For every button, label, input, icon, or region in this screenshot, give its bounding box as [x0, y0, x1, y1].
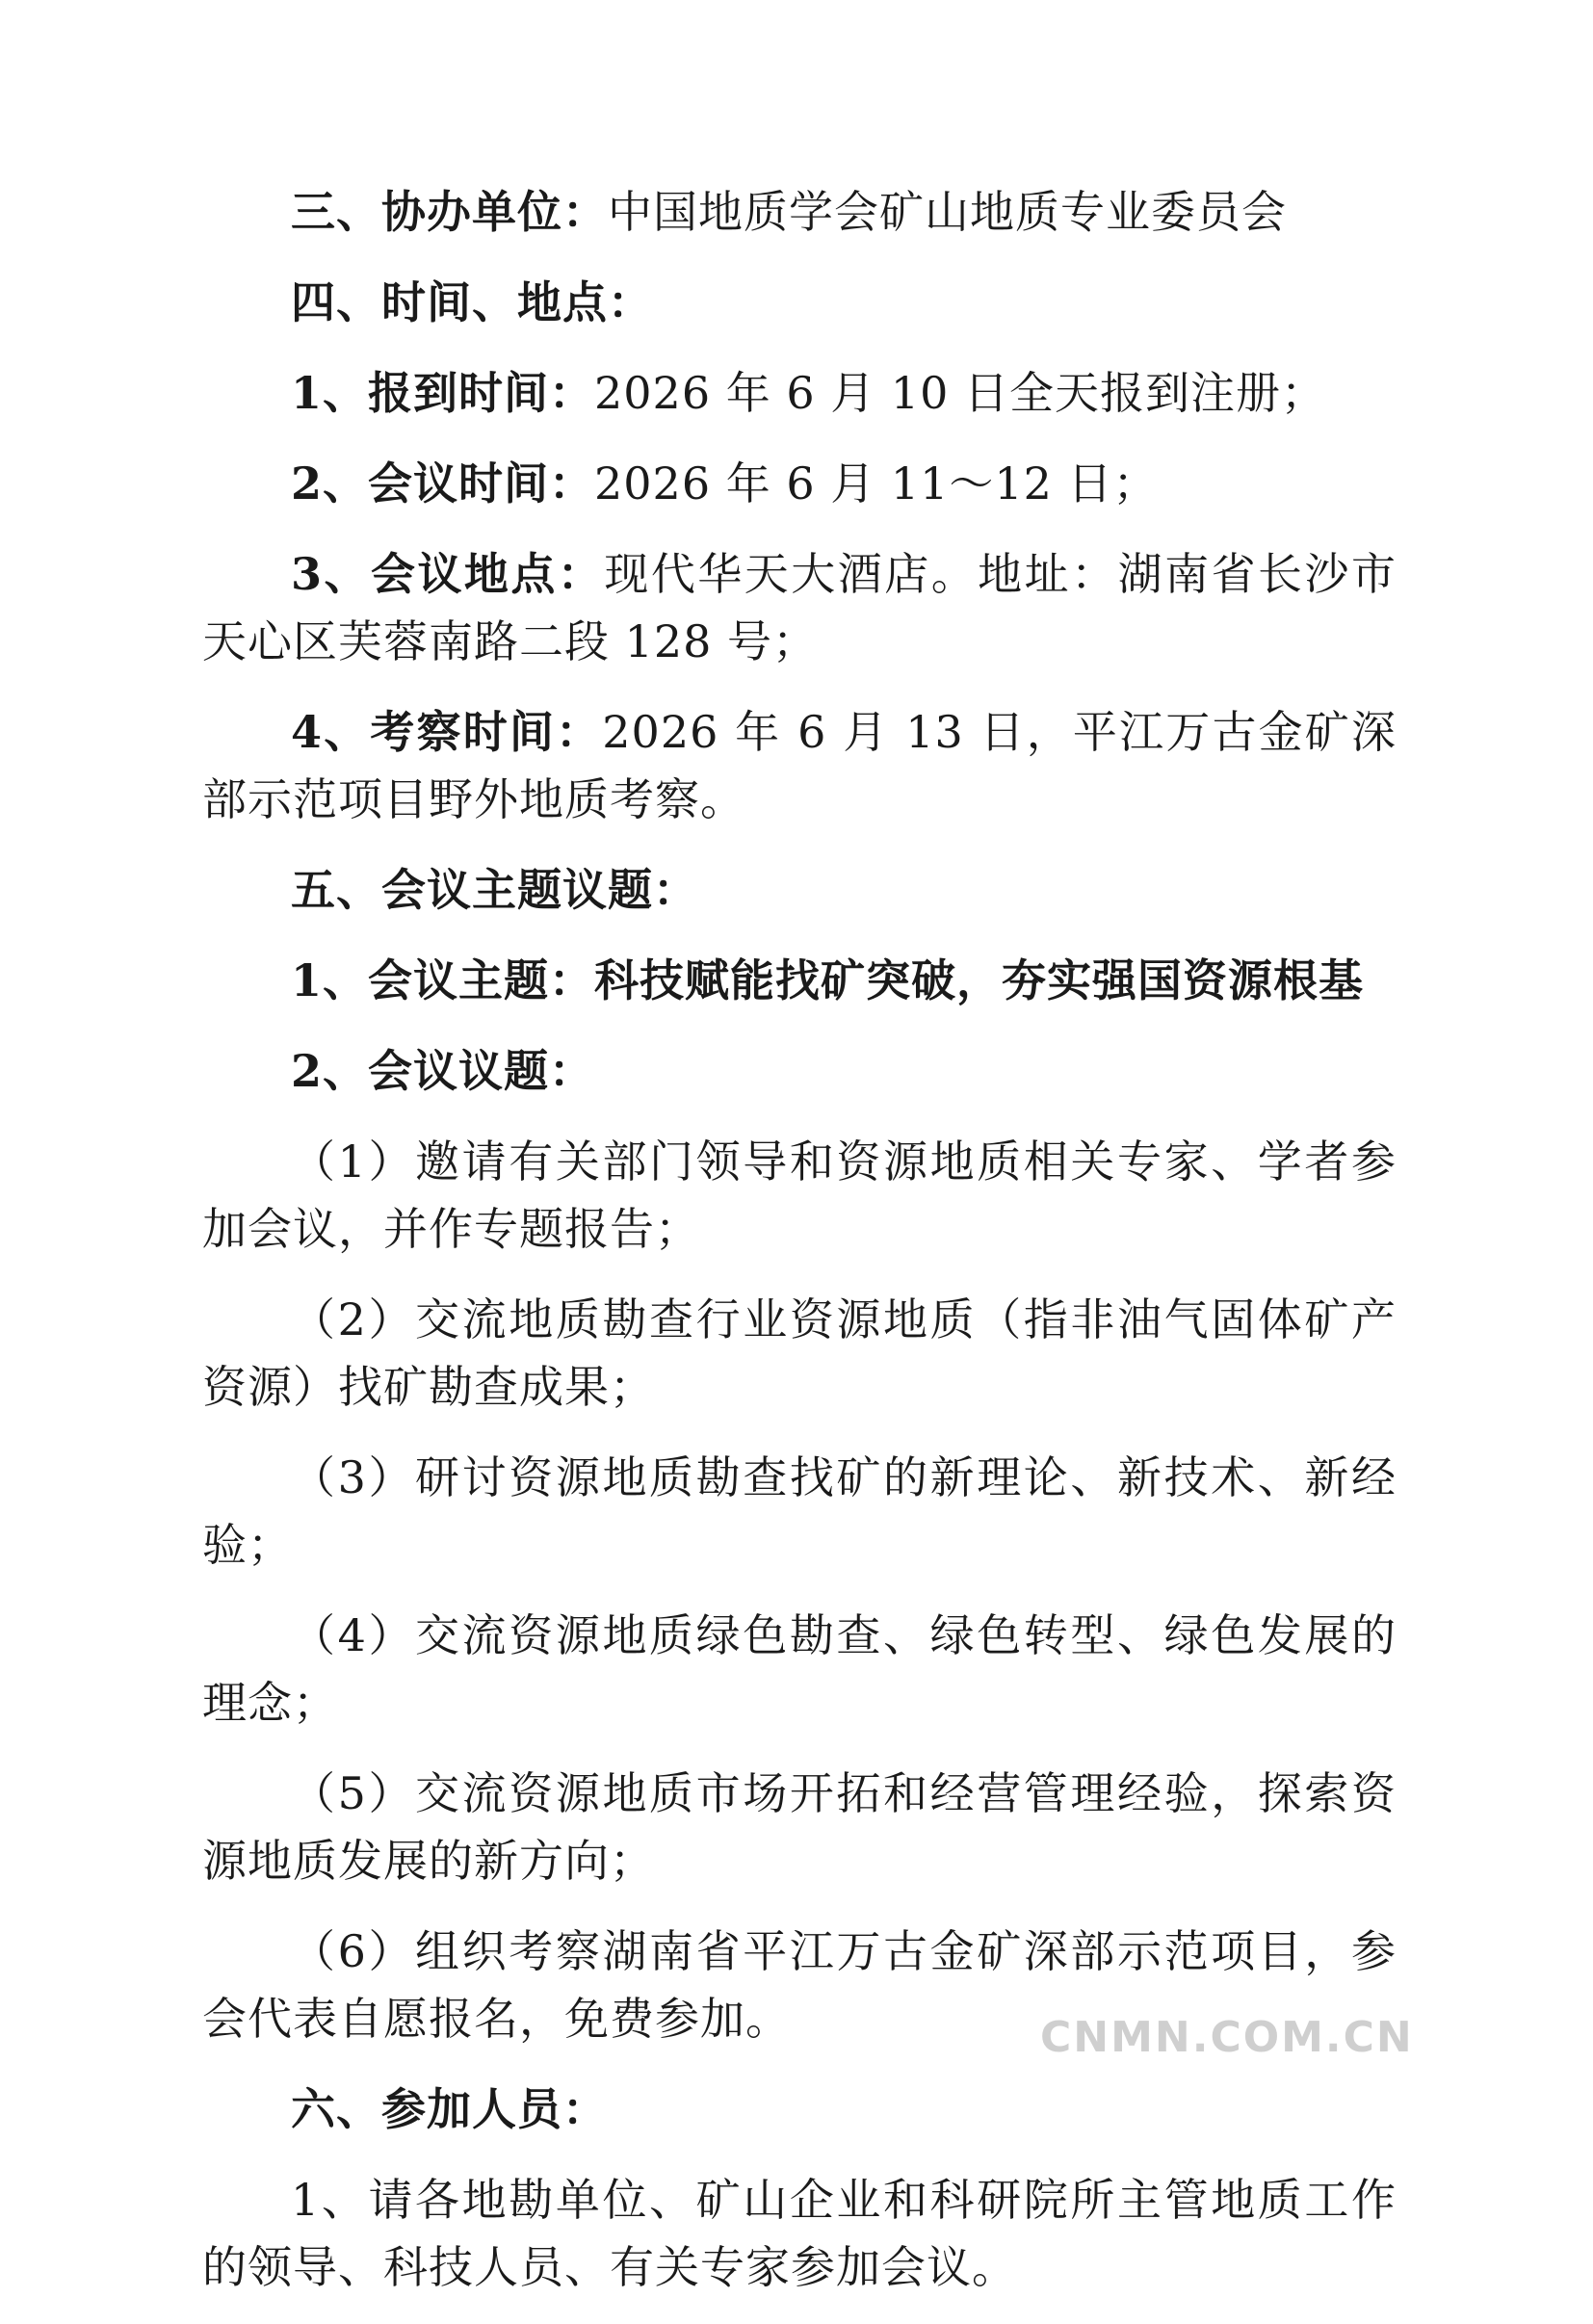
topic-item-6: （6）组织考察湖南省平江万古金矿深部示范项目，参会代表自愿报名，免费参加。	[202, 1925, 1397, 2045]
paragraph-meeting-location: 3、会议地点：现代华天大酒店。地址：湖南省长沙市天心区芙蓉南路二段 128 号；	[202, 548, 1397, 667]
paragraph-meeting-time: 2、会议时间：2026 年 6 月 11～12 日；	[291, 457, 1159, 509]
paragraph-registration-time: 1、报到时间：2026 年 6 月 10 日全天报到注册；	[291, 367, 1326, 419]
topic-item-2: （2）交流地质勘查行业资源地质（指非油气固体矿产资源）找矿勘查成果；	[202, 1293, 1397, 1413]
section-heading-time-place: 四、时间、地点：	[291, 276, 653, 328]
paragraph-co-organizer: 三、协办单位：中国地质学会矿山地质专业委员会	[291, 186, 1287, 238]
paragraph-meeting-theme: 1、会议主题：科技赋能找矿突破，夯实强国资源根基	[291, 954, 1365, 1006]
topic-item-4: （4）交流资源地质绿色勘查、绿色转型、绿色发展的理念；	[202, 1609, 1397, 1729]
topic-item-1: （1）邀请有关部门领导和资源地质相关专家、学者参加会议，并作专题报告；	[202, 1136, 1397, 1255]
topic-item-3: （3）研讨资源地质勘查找矿的新理论、新技术、新经验；	[202, 1451, 1397, 1571]
topic-item-5: （5）交流资源地质市场开拓和经营管理经验，探索资源地质发展的新方向；	[202, 1767, 1397, 1887]
paragraph-participants-1: 1、请各地勘单位、矿山企业和科研院所主管地质工作的领导、科技人员、有关专家参加会议。	[202, 2174, 1397, 2293]
paragraph-field-trip-time: 4、考察时间：2026 年 6 月 13 日，平江万古金矿深部示范项目野外地质考察。	[202, 706, 1397, 825]
section-heading-theme-topics: 五、会议主题议题：	[291, 864, 698, 916]
section-heading-participants: 六、参加人员：	[291, 2083, 608, 2135]
document-body	[202, 178, 1397, 2324]
site-watermark: CNMN.COM.CN	[1040, 2013, 1414, 2062]
paragraph-meeting-topics-heading: 2、会议议题：	[291, 1045, 595, 1097]
